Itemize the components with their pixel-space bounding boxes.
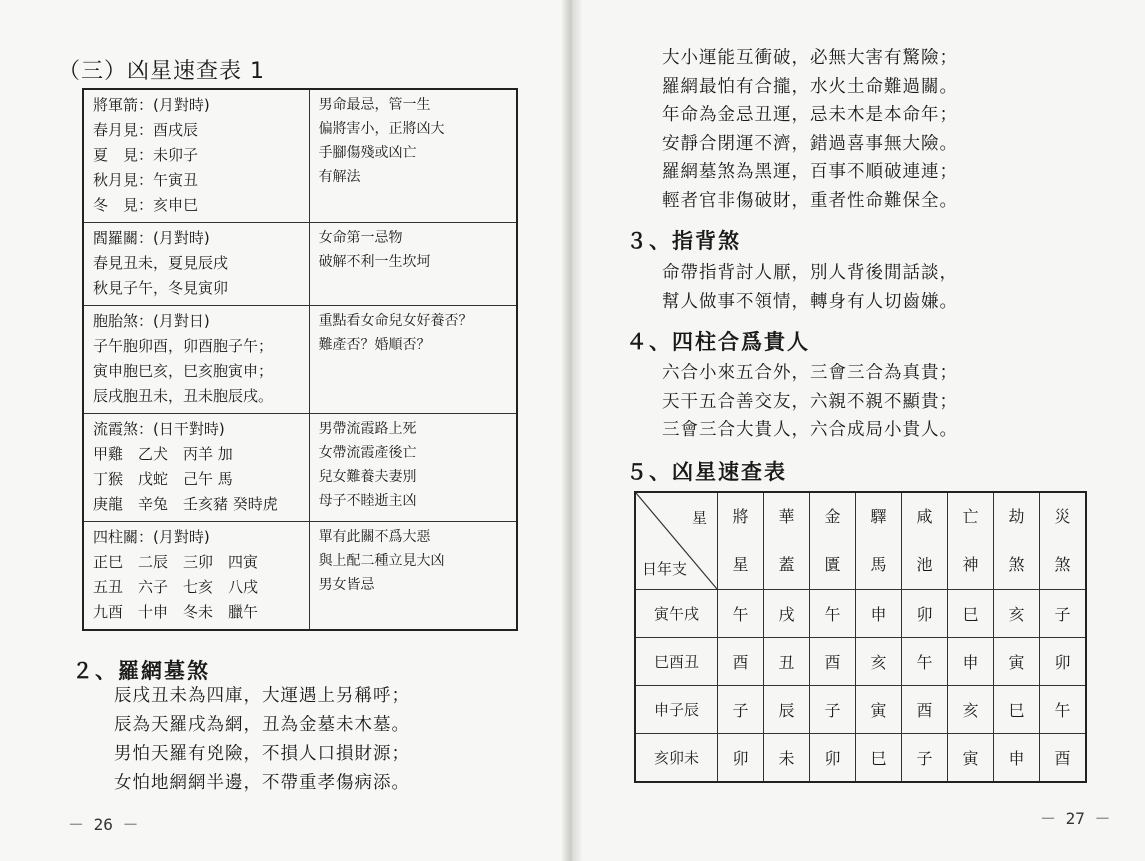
effect-line: 破解不利一生坎坷 <box>318 254 431 270</box>
header-char: 煞 <box>1054 555 1071 574</box>
table-cell: 午 <box>718 590 764 638</box>
row-header: 亥卯未 <box>635 734 718 783</box>
rule-line: 春見丑未，夏見辰戌 <box>93 254 229 272</box>
effect-line: 男帶流霞路上死 <box>318 421 417 437</box>
verse-line: 辰戌丑未為四庫，大運遇上另稱呼； <box>114 686 410 706</box>
table-row <box>635 686 1086 734</box>
column-header <box>810 492 856 590</box>
table-cell: 子 <box>718 686 764 734</box>
star-effect-cell <box>309 306 517 414</box>
rule-line: 辰戌胞丑未，丑未胞辰戌。 <box>93 387 274 405</box>
table-cell: 午 <box>810 590 856 638</box>
verse-line: 天干五合善交友，六親不親不顯貴； <box>662 391 958 412</box>
verse-line: 羅網最怕有合攏，水火土命難過關。 <box>662 76 958 97</box>
column-header <box>718 492 764 590</box>
verse-line: 安靜合閉運不濟，錯過喜事無大險。 <box>662 133 958 154</box>
star-effect-cell <box>309 414 517 522</box>
header-char: 金 <box>824 507 841 526</box>
star-name: 將軍箭：(月對時) <box>93 96 210 114</box>
rule-line: 九酉 十申 冬未 臘午 <box>93 603 259 621</box>
rule-line: 正巳 二辰 三卯 四寅 <box>93 553 259 571</box>
star-name: 四柱關：(月對時) <box>93 528 210 546</box>
effect-line: 難產否？婚順否？ <box>318 337 431 353</box>
star-name: 流霞煞：(日干對時) <box>93 420 225 438</box>
table-row <box>83 89 517 223</box>
table-cell: 子 <box>902 734 948 783</box>
table-cell: 寅 <box>994 638 1040 686</box>
section-2-title: ２、羅網墓煞 <box>72 659 210 683</box>
section-4-title: ４、四柱合爲貴人 <box>626 330 810 354</box>
star-rule-cell <box>83 414 309 522</box>
row-header: 巳酉丑 <box>635 638 718 686</box>
verse-line: 男怕天羅有兇險，不損人口損財源； <box>114 744 410 764</box>
table-cell: 亥 <box>948 686 994 734</box>
table-cell: 卯 <box>1040 638 1087 686</box>
table-cell: 子 <box>810 686 856 734</box>
section-5-title: ５、凶星速查表 <box>626 460 787 484</box>
table-cell: 午 <box>1040 686 1087 734</box>
table-cell: 子 <box>1040 590 1087 638</box>
book-gutter <box>562 0 582 861</box>
header-char: 馬 <box>870 555 887 574</box>
rule-line: 秋見子午，冬見寅卯 <box>93 279 229 297</box>
corner-label-branch: 日年支 <box>642 560 688 578</box>
table-row <box>83 223 517 306</box>
star-name: 閻羅關：(月對時) <box>93 229 210 247</box>
table-cell: 卯 <box>810 734 856 783</box>
star-rule-cell <box>83 223 309 306</box>
verse-line: 女怕地網網半邊，不帶重孝傷病添。 <box>114 773 410 793</box>
rule-line: 秋月見：午寅丑 <box>93 171 199 189</box>
table-cell: 戌 <box>764 590 810 638</box>
table-cell: 亥 <box>994 590 1040 638</box>
verse-line: 羅網墓煞為黑運，百事不順破連連； <box>662 162 958 182</box>
effect-line: 偏將害小，正將凶大 <box>318 121 445 137</box>
table-cell: 申 <box>948 638 994 686</box>
rule-line: 丁猴 戊蛇 己午 馬 <box>93 470 233 488</box>
star-effect-cell <box>309 89 517 223</box>
section-3-title: ３、指背煞 <box>626 229 741 253</box>
star-rule-cell <box>83 306 309 414</box>
header-char: 蓋 <box>778 555 795 574</box>
table-cell: 卯 <box>902 590 948 638</box>
star-effect-cell <box>309 522 517 631</box>
rule-line: 庚龍 辛兔 壬亥豬 癸時虎 <box>93 495 278 513</box>
star-effect-cell <box>309 223 517 306</box>
effect-line: 有解法 <box>318 169 361 185</box>
star-name: 胞胎煞：(月對日) <box>93 312 210 330</box>
rule-line: 甲雞 乙犬 丙羊 加 <box>93 445 233 463</box>
rule-line: 子午胞卯酉，卯酉胞子午； <box>93 337 274 355</box>
table-cell: 丑 <box>764 638 810 686</box>
page-number-right: － 27 － <box>1040 809 1111 828</box>
column-header <box>902 492 948 590</box>
verse-line: 年命為金忌丑運，忌未木是本命年； <box>662 105 958 125</box>
column-header <box>764 492 810 590</box>
column-header <box>1040 492 1087 590</box>
table-row <box>635 638 1086 686</box>
table-cell: 申 <box>994 734 1040 783</box>
header-char: 煞 <box>1008 555 1025 574</box>
table-cell: 酉 <box>902 686 948 734</box>
header-char: 匱 <box>824 555 841 574</box>
table-cell: 巳 <box>994 686 1040 734</box>
effect-line: 女帶流霞產後亡 <box>318 445 417 461</box>
rule-line: 夏 見：未卯子 <box>93 146 199 164</box>
effect-line: 重點看女命兒女好養否？ <box>318 313 473 329</box>
header-char: 咸 <box>916 507 933 526</box>
effect-line: 男命最忌，管一生 <box>318 97 431 113</box>
table-cell: 申 <box>856 590 902 638</box>
table-cell: 酉 <box>810 638 856 686</box>
verse-line: 輕者官非傷破財，重者性命難保全。 <box>662 190 958 211</box>
column-header <box>948 492 994 590</box>
table-header-row <box>635 492 1086 590</box>
verse-line: 大小運能互衝破，必無大害有驚險； <box>662 48 958 68</box>
table-row <box>635 590 1086 638</box>
table-cell: 寅 <box>948 734 994 783</box>
table-row <box>83 522 517 631</box>
header-char: 神 <box>962 555 979 574</box>
verse-line: 辰為天羅戌為網，丑為金墓未木墓。 <box>114 715 410 735</box>
effect-line: 兒女難養夫妻別 <box>318 469 417 485</box>
table-row <box>83 306 517 414</box>
verse-line: 六合小來五合外，三會三合為真貴； <box>662 363 958 383</box>
table-cell: 巳 <box>948 590 994 638</box>
verse-line: 三會三合大貴人，六合成局小貴人。 <box>662 420 958 440</box>
table-corner-cell <box>635 492 718 590</box>
rule-line: 冬 見：亥申巳 <box>93 196 199 214</box>
page-heading: （三）凶星速查表 1 <box>58 59 265 84</box>
effect-line: 母子不睦逝主凶 <box>318 493 417 509</box>
rule-line: 寅申胞巳亥，巳亥胞寅申； <box>93 362 274 380</box>
star-rule-cell <box>83 89 309 223</box>
verse-line: 幫人做事不領情，轉身有人切齒嫌。 <box>662 291 958 312</box>
effect-line: 與上配二種立見大凶 <box>318 553 445 569</box>
effect-line: 單有此關不爲大惡 <box>318 529 431 545</box>
table-cell: 午 <box>902 638 948 686</box>
row-header: 寅午戌 <box>635 590 718 638</box>
header-char: 亡 <box>962 507 979 526</box>
rule-line: 五丑 六子 七亥 八戌 <box>93 578 259 596</box>
table-cell: 亥 <box>856 638 902 686</box>
table-cell: 酉 <box>718 638 764 686</box>
header-char: 池 <box>916 555 933 574</box>
table-row <box>83 414 517 522</box>
effect-line: 男女皆忌 <box>318 577 375 593</box>
header-char: 華 <box>778 507 795 526</box>
inauspicious-star-table-1 <box>82 88 518 631</box>
table-row <box>635 734 1086 783</box>
column-header <box>856 492 902 590</box>
page-number-left: － 26 － <box>68 815 139 834</box>
column-header <box>994 492 1040 590</box>
rule-line: 春月見：酉戌辰 <box>93 121 199 139</box>
table-cell: 未 <box>764 734 810 783</box>
effect-line: 女命第一忌物 <box>318 230 403 246</box>
header-char: 劫 <box>1008 507 1025 526</box>
header-char: 驛 <box>870 507 887 526</box>
verse-line: 命帶指背討人厭，別人背後閒話談， <box>662 263 958 283</box>
table-cell: 卯 <box>718 734 764 783</box>
effect-line: 手腳傷殘或凶亡 <box>318 145 417 161</box>
header-char: 將 <box>732 507 749 526</box>
corner-label-star: 星 <box>691 509 707 527</box>
header-char: 災 <box>1054 507 1071 526</box>
table-cell: 巳 <box>856 734 902 783</box>
row-header: 申子辰 <box>635 686 718 734</box>
inauspicious-star-lookup-table <box>634 491 1087 783</box>
table-cell: 酉 <box>1040 734 1087 783</box>
table-cell: 寅 <box>856 686 902 734</box>
table-cell: 辰 <box>764 686 810 734</box>
header-char: 星 <box>732 555 749 574</box>
star-rule-cell <box>83 522 309 631</box>
